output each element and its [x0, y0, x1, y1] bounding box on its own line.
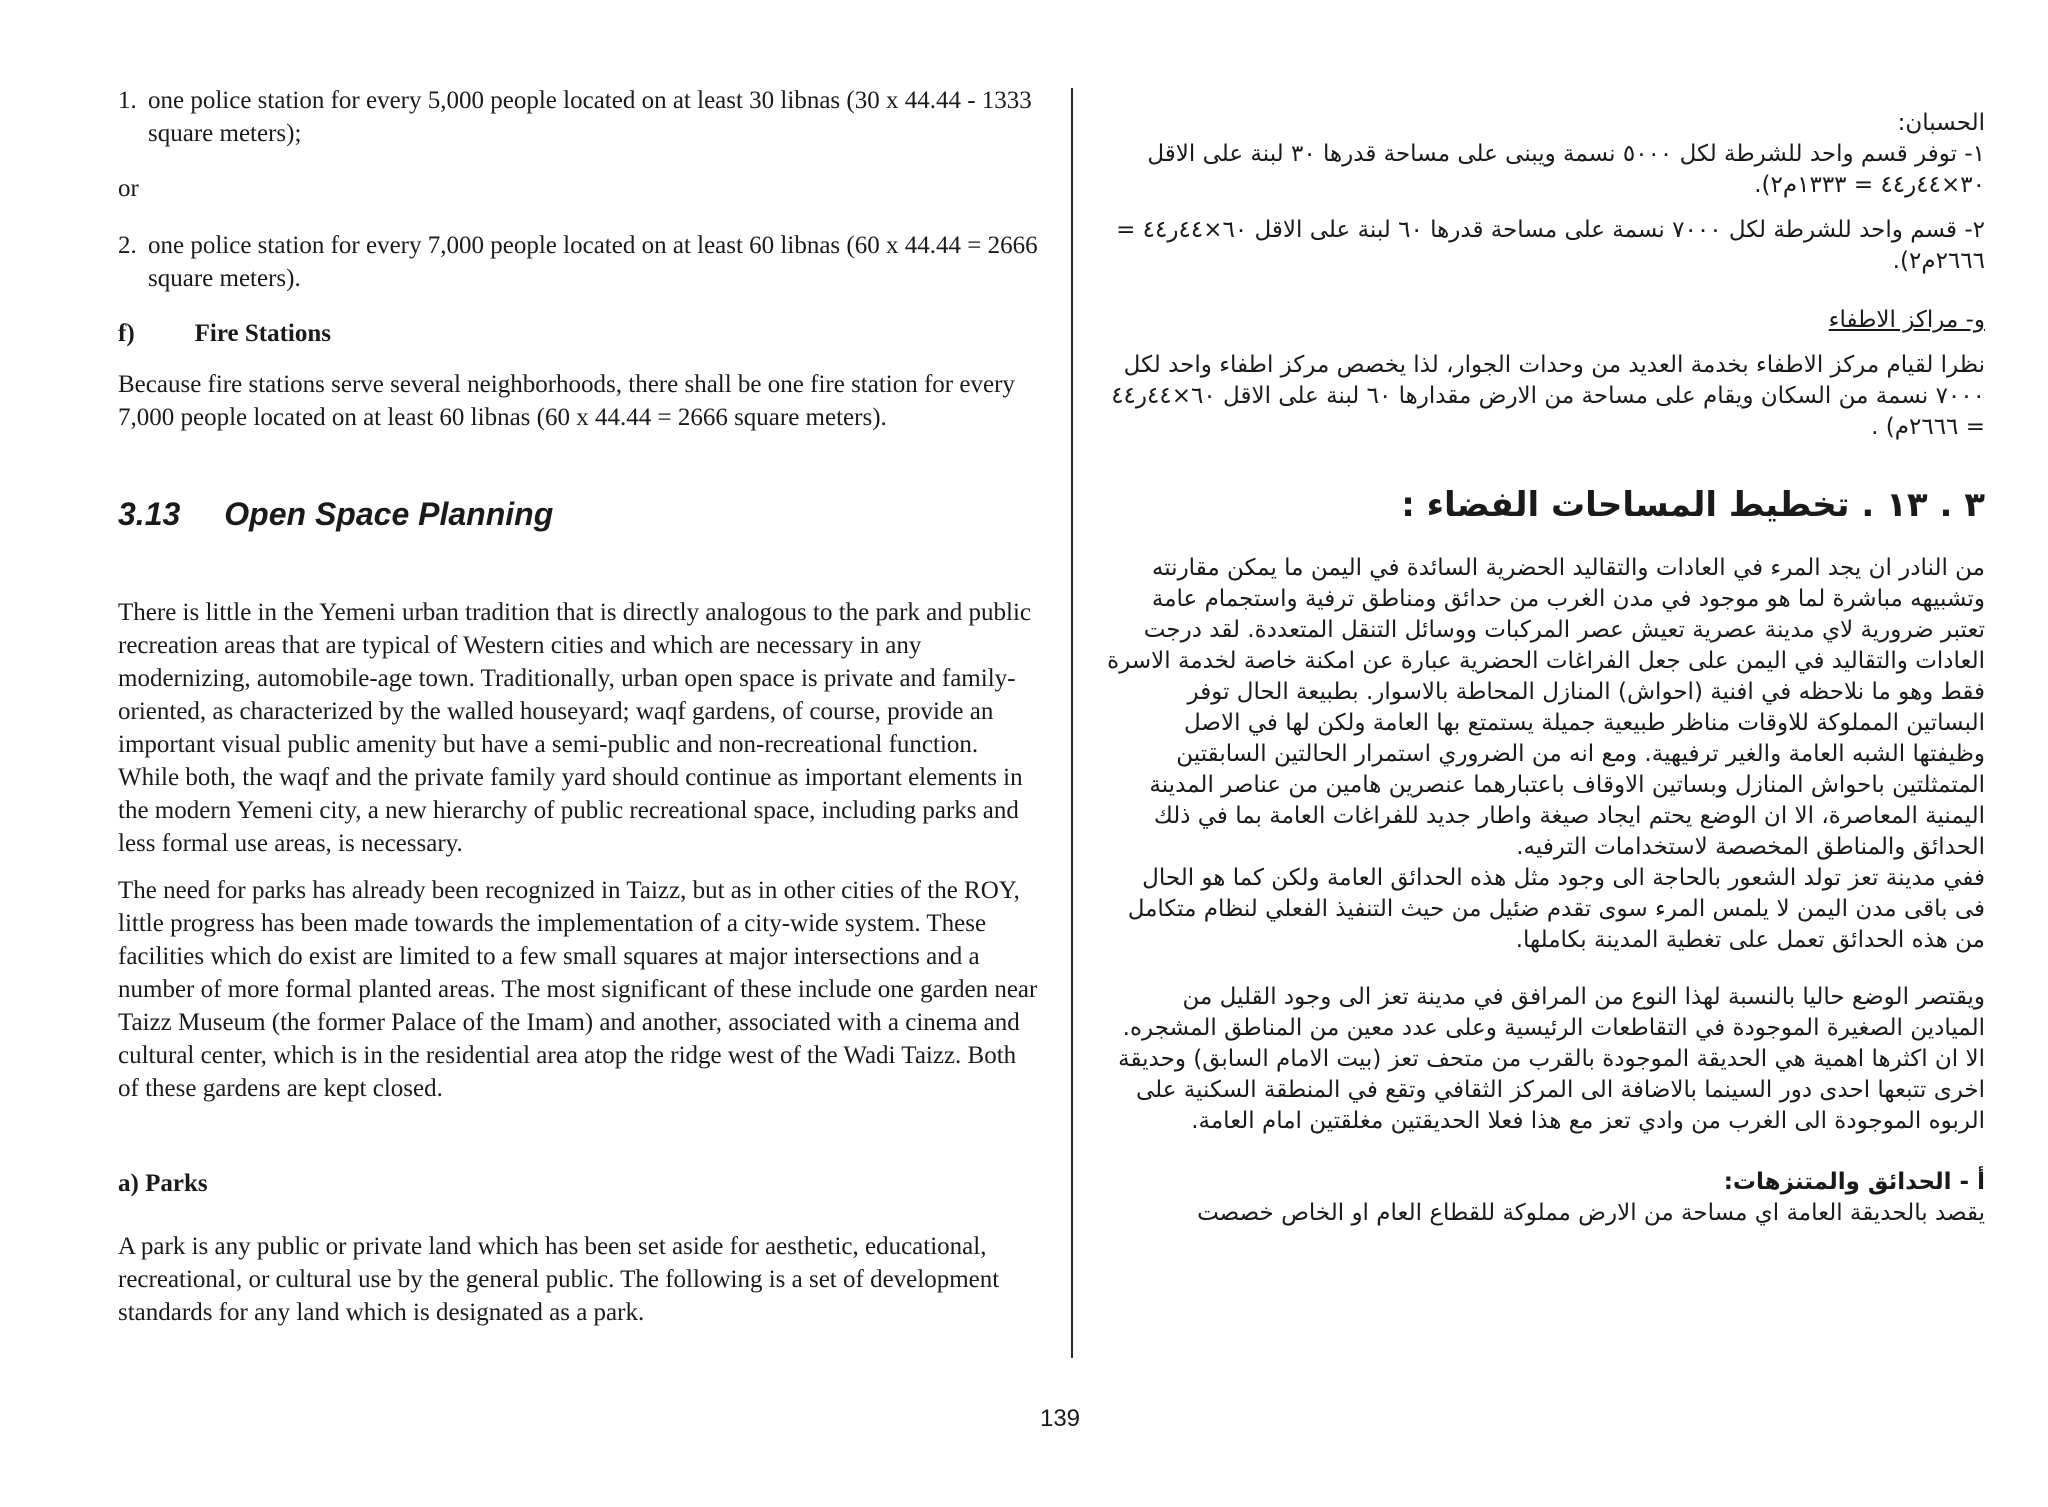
paragraph-parks: A park is any public or private land which has been set aside for aesthetic, educational, recreational, or cultural use by the general public. The following is a set of development standards for any land which is designated as a park.: [118, 1233, 1000, 1326]
list-number: 1.: [118, 87, 137, 114]
arabic-paragraph-open-space: من النادر ان يجد المرء في العادات والتقاليد الحضرية السائدة في اليمن ما يمكن مقارنته وتشبيهه مباشرة لما هو موجود في مدن الغرب من حدائق ومناطق ترفية واستجمام عامة تعتبر ضرورية لاي مدينة عصرية تعيش عصر المركبات ووسائل التنقل المتعددة. لقد درجت العادات والتقاليد في اليمن على جعل الفراغات الحضرية عبارة عن امكنة خاصة لخدمة الاسرة فقط وهو ما نلاحظه في افنية (احواش) المنازل المحاطة بالاسوار. بطبيعة الحال توفر البساتين المملوكة للاوقات مناظر طبيعية جميلة يستمتع بها العامة ولكن لها في الاصل وظيفتها الشبه العامة والغير ترفيهية. ومع انه من الضروري استمرار الحالتين السابقتين المتمثلتين باحواش المنازل وبساتين الاوقاف باعتبارهما عنصرين هامين من عناصر المدينة اليمنية المعاصرة، الا ان الوضع يحتم ايجاد صيغة واطار جديد للفراغات العامة بما في ذلك الحدائق والمناطق المخصصة لاستخدامات الترفيه.: [1107, 555, 1985, 860]
list-item: [118, 229, 1038, 295]
section-label: f): [118, 320, 135, 347]
arabic-list-item: ٢- قسم واحد للشرطة لكل ٧٠٠٠ نسمة على مساحة قدرها ٦٠ لبنة على الاقل ٦٠×٤٤ر٤٤ = ٢٦٦٦م٢).: [1116, 217, 1985, 274]
paragraph-open-space: There is little in the Yemeni urban tradition that is directly analogous to the park and public recreation areas that are typical of Western cities and which are necessary in any modernizing, automobile-age town. Traditionally, urban open space is private and family-oriented, as characterized by the walled houseyard; waqf gardens, of course, provide an important visual public amenity but have a semi-public and non-recreational function. While both, the waqf and the private family yard should continue as important elements in the modern Yemeni city, a new hierarchy of public recreational space, including parks and less formal use areas, is necessary.: [118, 599, 1031, 857]
arabic-paragraph-current: ويقتصر الوضع حاليا بالنسبة لهذا النوع من المرافق في مدينة تعز الى وجود القليل من الميادين الصغيرة الموجودة في التقاطعات الرئيسية وعلى عدد معين من المناطق المشجره. الا ان اكثرها اهمية هي الحديقة الموجودة بالقرب من متحف تعز (بيت الامام السابق) وحديقة اخرى تتبعها احدى دور السينما بالاضافة الى المركز الثقافي وتقع في المنطقة السكنية على الربوه الموجودة الى الغرب من وادي تعز مع هذا فعلا الحديقتين مغلقتين امام العامة.: [1118, 984, 1985, 1134]
arabic-label-accounting: الحسبان:: [1897, 110, 1985, 136]
section-heading-open-space: [118, 494, 1038, 534]
heading-title: Open Space Planning: [224, 496, 554, 532]
arabic-column: [1105, 108, 1985, 1229]
paragraph-fire-stations: Because fire stations serve several neighborhoods, there shall be one fire station for every 7,000 people located on at least 60 libnas (60 x 44.44 = 2666 square meters).: [118, 371, 1015, 431]
list-text: one police station for every 7,000 people located on at least 60 libnas (60 x 44.44 = 2666 square meters).: [148, 232, 1038, 292]
arabic-list-item: ١- توفر قسم واحد للشرطة لكل ٥٠٠٠ نسمة ويبنى على مساحة قدرها ٣٠ لبنة على الاقل ٣٠×٤٤ر٤٤ = ١٣٣٣م٢).: [1147, 141, 1985, 198]
subheading-parks: a) Parks: [118, 1170, 208, 1197]
arabic-paragraph-parks: يقصد بالحديقة العامة اي مساحة من الارض مملوكة للقطاع العام او الخاص خصصت: [1197, 1200, 1985, 1226]
heading-number: 3.13: [118, 496, 181, 532]
arabic-paragraph-fire: نظرا لقيام مركز الاطفاء بخدمة العديد من وحدات الجوار، لذا يخصص مركز اطفاء واحد لكل ٧٠٠٠ نسمة من السكان ويقام على مساحة من الارض مقدارها ٦٠ لبنة على الاقل ٦٠×٤٤ر٤٤ = ٢٦٦٦م) .: [1111, 352, 1985, 440]
or-text: or: [118, 175, 139, 202]
arabic-subheading-parks: أ - الحدائق والمتنزهات:: [1723, 1169, 1985, 1195]
arabic-section-heading: ٣ . ١٣ . تخطيط المساحات الفضاء :: [1401, 485, 1985, 525]
arabic-subheading-fire: و- مراكز الاطفاء: [1828, 307, 1985, 333]
section-heading-fire: [118, 317, 1038, 350]
column-divider: [1071, 88, 1073, 1358]
list-number: 2.: [118, 232, 137, 259]
paragraph-parks-need: The need for parks has already been recognized in Taizz, but as in other cities of the ROY, little progress has been made towards the implementation of a city-wide system. These facilities which do exist are limited to a few small squares at major intersections and a number of more formal planted areas. The most significant of these include one garden near Taizz Museum (the former Palace of the Imam) and another, associated with a cinema and cultural center, which is in the residential area atop the ridge west of the Wadi Taizz. Both of these gardens are kept closed.: [118, 877, 1038, 1102]
list-item: [118, 84, 1038, 150]
english-column: [118, 84, 1038, 1329]
list-text: one police station for every 5,000 people located on at least 30 libnas (30 x 44.44 - 1333 square meters);: [148, 87, 1032, 147]
arabic-paragraph-taizz: ففي مدينة تعز تولد الشعور بالحاجة الى وجود مثل هذه الحدائق العامة ولكن كما هو الحال فى باقى مدن اليمن لا يلمس المرء سوى تقدم ضئيل من حيث التنفيذ الفعلي لنظام متكامل من هذه الحدائق تعمل على تغطية المدينة بكاملها.: [1127, 865, 1985, 953]
page-number: 139: [1039, 1405, 1081, 1432]
section-title: Fire Stations: [194, 320, 331, 347]
